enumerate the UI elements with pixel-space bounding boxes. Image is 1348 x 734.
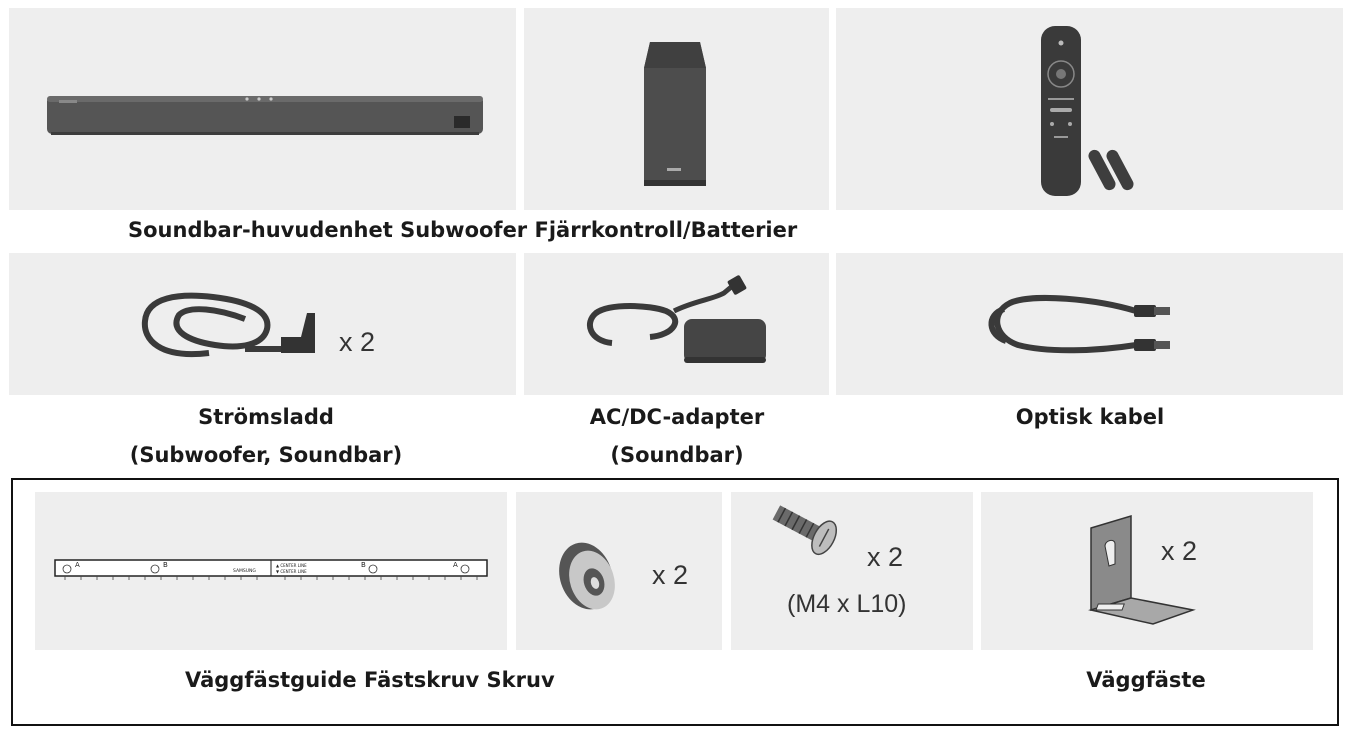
subwoofer-image bbox=[524, 8, 829, 210]
soundbar-image bbox=[9, 8, 516, 210]
guide-center-line2: ▼ CENTER LINE bbox=[276, 569, 307, 574]
power-cord-tile bbox=[9, 253, 516, 395]
power-cord-label-line1: Strömsladd bbox=[198, 405, 334, 429]
wall-bracket-tile bbox=[981, 492, 1313, 650]
optical-cable-tile bbox=[836, 253, 1343, 395]
remote-tile bbox=[836, 8, 1343, 210]
wall-mount-caption-left: Väggfästguide Fästskruv Skruv bbox=[185, 668, 555, 692]
subwoofer-tile bbox=[524, 8, 829, 210]
guide-mark-a-left: A bbox=[75, 561, 80, 569]
wall-mount-caption-right: Väggfäste bbox=[1086, 668, 1206, 692]
wall-mount-guide-tile bbox=[35, 492, 507, 650]
guide-mark-b-right: B bbox=[361, 561, 366, 569]
screw-tile bbox=[731, 492, 973, 650]
guide-mark-b-left: B bbox=[163, 561, 168, 569]
screw-spec: (M4 x L10) bbox=[787, 590, 907, 618]
wall-bracket-image bbox=[981, 492, 1313, 650]
guide-brand: SAMSUNG bbox=[233, 569, 256, 574]
screw-image bbox=[731, 492, 973, 650]
guide-mark-a-right: A bbox=[453, 561, 458, 569]
holder-screw-image bbox=[516, 492, 722, 650]
soundbar-tile bbox=[9, 8, 516, 210]
remote-image bbox=[836, 8, 1343, 210]
holder-screw-tile bbox=[516, 492, 722, 650]
adapter-label-line1: AC/DC-adapter bbox=[589, 405, 765, 429]
adapter-image bbox=[524, 253, 829, 395]
optical-cable-label: Optisk kabel bbox=[1015, 405, 1165, 429]
row1-caption: Soundbar-huvudenhet Subwoofer Fjärrkontroll/Batterier bbox=[128, 218, 798, 242]
wall-bracket-quantity: x 2 bbox=[1161, 536, 1198, 566]
wall-mount-guide-image bbox=[35, 492, 507, 650]
optical-cable-image bbox=[836, 253, 1343, 395]
adapter-label-line2: (Soundbar) bbox=[610, 443, 744, 467]
guide-center-line1: ▲ CENTER LINE bbox=[276, 563, 307, 568]
power-cord-quantity: x 2 bbox=[339, 327, 376, 357]
power-cord-image bbox=[9, 253, 516, 395]
adapter-tile bbox=[524, 253, 829, 395]
power-cord-label-line2: (Subwoofer, Soundbar) bbox=[129, 443, 403, 467]
holder-screw-quantity: x 2 bbox=[652, 560, 689, 590]
screw-quantity: x 2 bbox=[867, 542, 904, 572]
